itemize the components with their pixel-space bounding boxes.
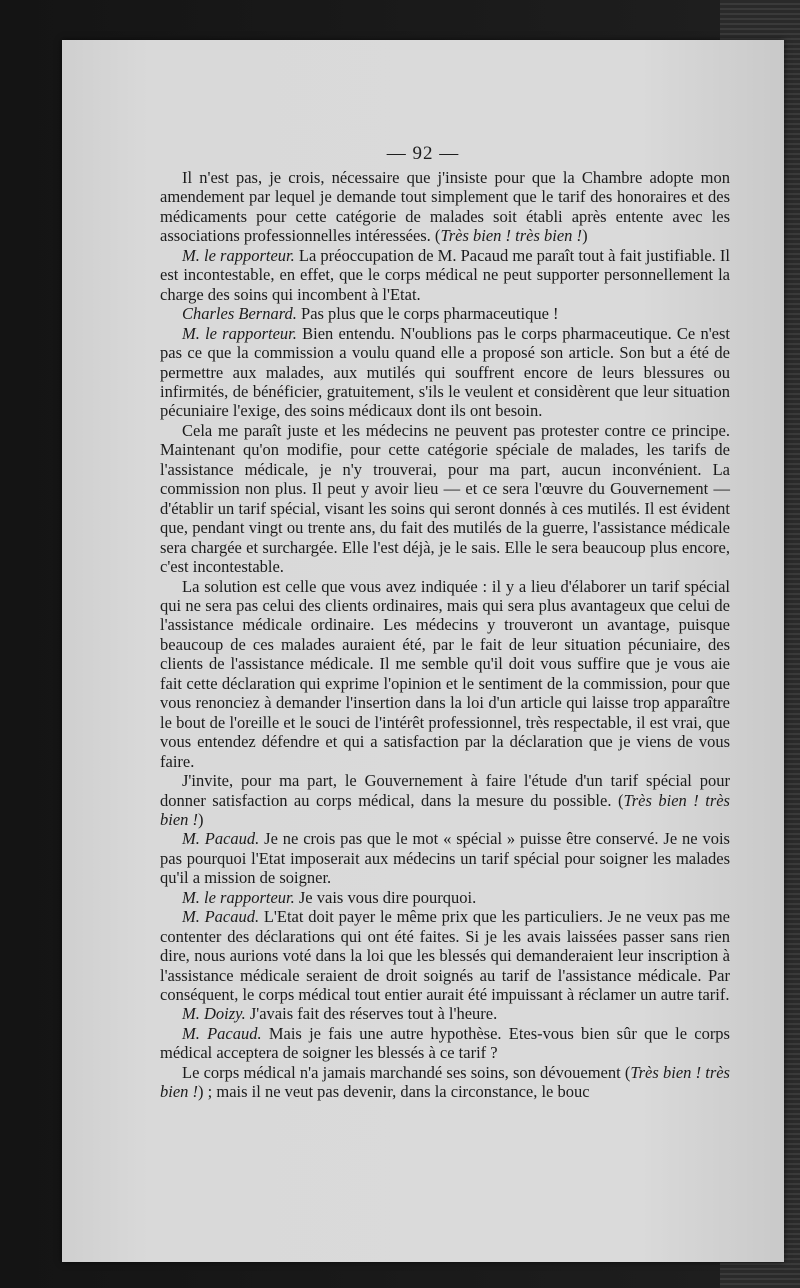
paragraph (160, 168, 730, 246)
paragraph (160, 304, 730, 323)
text-run: Bien entendu. N'oublions pas le corps pharmaceutique. Ce n'est pas ce que la commission a voulu quand elle a proposé son article. Son but a été de permettre aux malades, aux mutilés qui souffrent encore de leurs blessures ou infirmités, de bénéficier, gratuitement, s'ils le veulent et considèrent que leur situation pécuniaire l'exige, des soins médicaux dont ils ont besoin. (160, 323, 730, 421)
text-run: Il n'est pas, je crois, nécessaire que j'insiste pour que la Chambre adopte mon amendement par lequel je demande tout simplement que le tarif des honoraires et des médicaments pour cette catégorie de malades soit établi après entente avec les associations professionnelles intéressées. ( (160, 168, 730, 246)
paragraph (160, 771, 730, 829)
paragraph (160, 577, 730, 772)
text-run: ) (582, 226, 588, 246)
italic-run: M. Pacaud. (182, 1023, 262, 1043)
document-page (62, 40, 784, 1262)
text-run: Pas plus que le corps pharmaceutique ! (296, 304, 559, 324)
paragraph (160, 246, 730, 304)
text-run: J'invite, pour ma part, le Gouvernement à faire l'étude d'un tarif spécial pour donner satisfaction au corps médical, dans la mesure du possible. ( (160, 771, 730, 810)
italic-run: Très bien ! très bien ! (160, 790, 730, 829)
text-run: La solution est celle que vous avez indiquée : il y a lieu d'élaborer un tarif spécial qui ne sera pas celui des clients ordinaires, mais qui sera plus avantageux que celui de l'assistance médicale ordinaire. Les médecins y trouveront un avantage, puisque beaucoup de ces malades auraient été, par le fait de leur situation pécuniaire, des clients de l'assistance médicale. Il me semble qu'il doit vous suffire que je vous aie fait cette déclaration qui exprime l'opinion et le sentiment de la commission, pour que vous renonciez à demander l'insertion dans la loi d'un article qui laisse trop apparaître le bout de l'oreille et le souci de l'intérêt professionnel, très respectable, il est vrai, que vous entendez défendre et qui a satisfaction par la déclaration que je viens de vous faire. (160, 576, 730, 771)
paragraph (160, 324, 730, 421)
italic-run: M. le rapporteur. (182, 323, 297, 343)
text-run: Le corps médical n'a jamais marchandé ses soins, son dévouement ( (182, 1062, 631, 1082)
text-run: La préoccupation de M. Pacaud me paraît tout à fait justifiable. Il est incontestable, en effet, que le corps médical ne peut supporter personnellement la charge des soins qui incombent à l'Etat. (160, 245, 731, 304)
paragraph (160, 1063, 730, 1102)
italic-run: M. le rapporteur. (182, 887, 295, 907)
italic-run: Très bien ! très bien ! (160, 1062, 730, 1102)
text-run: ) ; mais il ne veut pas devenir, dans la circonstance, le bouc (198, 1082, 590, 1102)
paragraph (160, 907, 730, 1004)
text-run: J'avais fait des réserves tout à l'heure. (245, 1004, 498, 1024)
text-run: Mais je fais une autre hypothèse. Etes-vous bien sûr que le corps médical acceptera de soigner les blessés à ce tarif ? (160, 1023, 730, 1063)
paragraph (160, 1004, 730, 1023)
text-run: Je ne crois pas que le mot « spécial » puisse être conservé. Je ne vois pas pourquoi l'Etat imposerait aux médecins un tarif spécial pour soigner les malades qu'il a mission de soigner. (160, 829, 730, 888)
italic-run: M. Doizy. (182, 1004, 246, 1024)
body-text (160, 168, 730, 1102)
paragraph (160, 421, 730, 577)
paragraph (160, 1024, 730, 1063)
paragraph (160, 829, 730, 887)
text-run: ) (198, 809, 204, 829)
text-run: Cela me paraît juste et les médecins ne peuvent pas protester contre ce principe. Maintenant qu'on modifie, pour cette catégorie spéciale de malades, les tarifs de l'assistance médicale, je n'y trouverai, pour ma part, aucun inconvénient. La commission non plus. Il peut y avoir lieu — et ce sera l'œuvre du Gouvernement — d'établir un tarif spécial, visant les soins qui seront donnés à ces mutilés. Il est évident que, pendant vingt ou trente ans, du fait des mutilés de la guerre, l'assistance médicale sera chargée et surchargée. Elle l'est déjà, je le sais. Elle le sera beaucoup plus encore, c'est incontestable. (160, 420, 730, 577)
text-run: Je vais vous dire pourquoi. (294, 887, 477, 907)
text-run: L'Etat doit payer le même prix que les particuliers. Je ne veux pas me contenter des déclarations qui ont été faites. Si je les avais laissées passer sans rien dire, nous aurions voté dans la loi que les blessés qui demanderaient leur inscription à l'assistance médicale seraient de droit soignés au tarif de l'assistance médicale. Par conséquent, le corps médical tout entier aurait été impuissant à réclamer un autre tarif. (160, 907, 730, 1005)
italic-run: M. le rapporteur. (182, 245, 295, 265)
italic-run: M. Pacaud. (182, 829, 260, 849)
paragraph (160, 888, 730, 907)
italic-run: M. Pacaud. (182, 907, 260, 927)
page-number: — 92 — (386, 143, 460, 164)
italic-run: Très bien ! très bien ! (440, 226, 583, 246)
italic-run: Charles Bernard. (182, 304, 297, 324)
